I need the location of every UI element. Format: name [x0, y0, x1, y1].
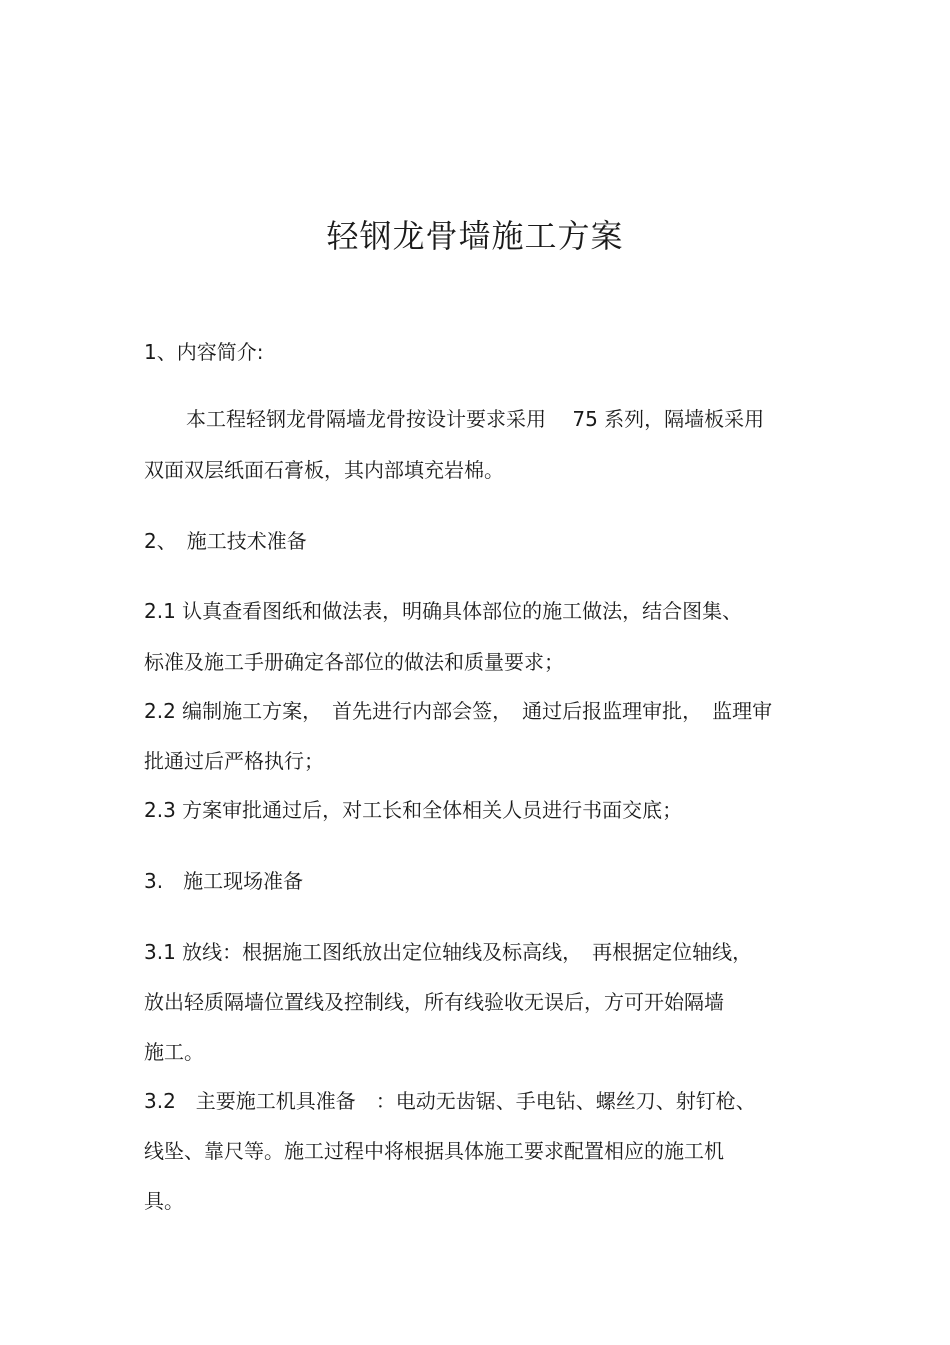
paragraph-line: 3.2 主要施工机具准备 ：电动无齿锯、手电钻、螺丝刀、射钉枪、: [144, 1089, 756, 1113]
section-heading-2: 2、 施工技术准备: [144, 529, 307, 553]
section-heading-1: 1、内容简介:: [144, 340, 264, 364]
paragraph-line: 线坠、靠尺等。施工过程中将根据具体施工要求配置相应的施工机: [144, 1139, 724, 1163]
section-heading-3: 3. 施工现场准备: [144, 869, 304, 893]
paragraph-line: 具。: [144, 1189, 184, 1213]
paragraph-line: 2.1 认真查看图纸和做法表，明确具体部位的施工做法，结合图集、: [144, 599, 743, 623]
paragraph-line: 2.3 方案审批通过后，对工长和全体相关人员进行书面交底；: [144, 798, 683, 822]
document-title: 轻钢龙骨墙施工方案: [326, 217, 624, 255]
paragraph-line: 施工。: [144, 1040, 204, 1064]
paragraph-line: 本工程轻钢龙骨隔墙龙骨按设计要求采用 75 系列，隔墙板采用: [186, 407, 765, 431]
paragraph-line: 批通过后严格执行；: [144, 749, 324, 773]
paragraph-line: 3.1 放线：根据施工图纸放出定位轴线及标高线， 再根据定位轴线，: [144, 940, 753, 964]
paragraph-line: 放出轻质隔墙位置线及控制线，所有线验收无误后，方可开始隔墙: [144, 990, 724, 1014]
paragraph-line: 2.2 编制施工方案， 首先进行内部会签， 通过后报监理审批， 监理审: [144, 699, 773, 723]
paragraph-line: 标准及施工手册确定各部位的做法和质量要求；: [144, 650, 564, 674]
paragraph-line: 双面双层纸面石膏板，其内部填充岩棉。: [144, 458, 504, 482]
